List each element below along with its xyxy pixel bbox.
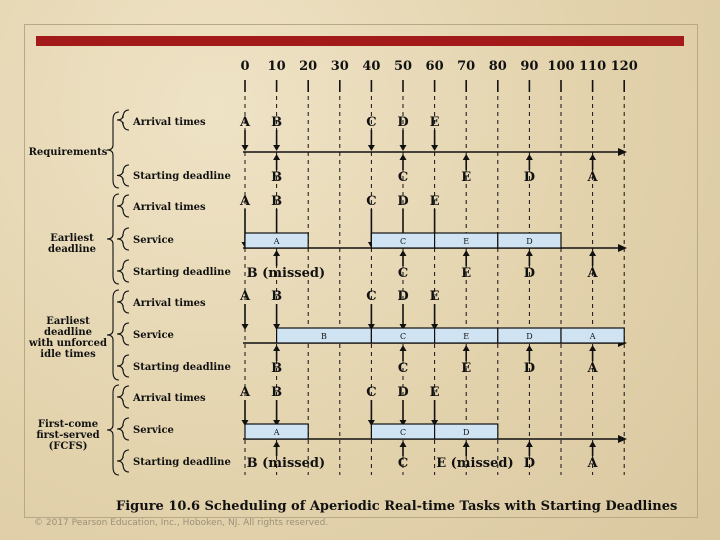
row-brace bbox=[117, 260, 129, 282]
deadline-label: C bbox=[397, 170, 409, 185]
arrival-label: C bbox=[366, 115, 377, 130]
deadline-arrow-head bbox=[526, 345, 533, 351]
time-tick-label: 120 bbox=[610, 59, 638, 74]
deadline-label: C bbox=[397, 456, 409, 471]
time-tick-label: 20 bbox=[299, 59, 318, 74]
time-tick-label: 110 bbox=[579, 59, 607, 74]
row-label: Starting deadline bbox=[133, 457, 231, 468]
arrival-label: E bbox=[429, 194, 440, 209]
service-box-label: A bbox=[273, 237, 280, 246]
row-label: Arrival times bbox=[133, 117, 206, 128]
arrival-label: C bbox=[366, 289, 377, 304]
deadline-label: D bbox=[523, 266, 536, 281]
row-brace bbox=[117, 418, 129, 440]
service-box-label: E bbox=[463, 237, 470, 246]
arrival-arrow-head bbox=[242, 145, 249, 151]
deadline-arrow-head bbox=[526, 250, 533, 256]
deadline-arrow-head bbox=[463, 250, 470, 256]
deadline-arrow-head bbox=[273, 441, 280, 447]
row-label: Arrival times bbox=[133, 202, 206, 213]
arrival-arrow-head bbox=[273, 145, 280, 151]
time-tick-label: 10 bbox=[267, 59, 286, 74]
arrival-label: E bbox=[429, 385, 440, 400]
deadline-arrow-head bbox=[526, 441, 533, 447]
deadline-label: B bbox=[271, 170, 283, 185]
row-brace bbox=[117, 165, 129, 186]
deadline-arrow-head bbox=[273, 250, 280, 256]
group-label-fcfs: first-served bbox=[36, 430, 100, 441]
time-tick-label: 100 bbox=[547, 59, 575, 74]
arrival-label: D bbox=[397, 385, 409, 400]
deadline-arrow-head bbox=[400, 441, 407, 447]
deadline-arrow-head bbox=[273, 345, 280, 351]
arrival-label: C bbox=[366, 194, 377, 209]
timeline-axis-arrow bbox=[618, 435, 627, 443]
time-tick-label: 40 bbox=[362, 59, 381, 74]
service-box-label: C bbox=[399, 332, 407, 341]
arrival-arrow-head bbox=[242, 324, 249, 330]
deadline-label: C bbox=[397, 361, 409, 376]
service-box-label: E bbox=[463, 332, 470, 341]
arrival-label: B bbox=[271, 385, 283, 400]
deadline-label: B (missed) bbox=[246, 456, 326, 471]
deadline-label: B bbox=[271, 361, 283, 376]
deadline-arrow-head bbox=[589, 441, 596, 447]
group-label-edf-unforced: with unforced bbox=[28, 338, 108, 349]
row-label: Arrival times bbox=[133, 393, 206, 404]
arrival-label: D bbox=[397, 194, 409, 209]
figure-caption: Figure 10.6 Scheduling of Aperiodic Real-time Tasks with Starting Deadlines bbox=[116, 499, 678, 514]
group-label-fcfs: First-come bbox=[37, 419, 99, 430]
arrival-label: B bbox=[271, 289, 283, 304]
deadline-arrow-head bbox=[463, 345, 470, 351]
group-label-edf: deadline bbox=[47, 244, 97, 255]
arrival-label: E bbox=[429, 115, 440, 130]
deadline-label: E bbox=[461, 266, 472, 281]
timeline-axis-arrow bbox=[618, 244, 627, 252]
deadline-arrow-head bbox=[589, 250, 596, 256]
deadline-label: D bbox=[523, 170, 536, 185]
deadline-arrow-head bbox=[526, 154, 533, 160]
service-box-label: A bbox=[273, 428, 280, 437]
arrival-label: A bbox=[239, 194, 251, 209]
arrival-label: D bbox=[397, 115, 409, 130]
service-box-label: D bbox=[526, 332, 533, 341]
group-brace bbox=[107, 112, 119, 188]
group-label-edf-unforced: deadline bbox=[43, 327, 93, 338]
row-label: Service bbox=[133, 425, 174, 436]
group-label-requirements: Requirements bbox=[28, 147, 108, 158]
deadline-arrow-head bbox=[400, 345, 407, 351]
deadline-arrow-head bbox=[589, 345, 596, 351]
arrival-label: B bbox=[271, 115, 283, 130]
deadline-label: D bbox=[523, 361, 536, 376]
deadline-arrow-head bbox=[400, 250, 407, 256]
deadline-label: B (missed) bbox=[246, 266, 326, 281]
row-brace bbox=[117, 355, 129, 377]
deadline-label: D bbox=[523, 456, 536, 471]
arrival-label: B bbox=[271, 194, 283, 209]
row-label: Service bbox=[133, 235, 174, 246]
arrival-arrow-head bbox=[400, 145, 407, 151]
deadline-label: E bbox=[461, 170, 472, 185]
service-box-label: C bbox=[399, 237, 407, 246]
arrival-label: A bbox=[239, 289, 251, 304]
row-brace bbox=[117, 291, 129, 313]
time-tick-label: 30 bbox=[330, 59, 349, 74]
arrival-label: E bbox=[429, 289, 440, 304]
row-brace bbox=[117, 386, 129, 408]
group-label-edf-unforced: Earliest bbox=[46, 316, 90, 327]
deadline-label: A bbox=[587, 456, 598, 471]
deadline-arrow-head bbox=[273, 154, 280, 160]
arrival-label: A bbox=[239, 115, 251, 130]
service-box-label: C bbox=[399, 428, 407, 437]
copyright-notice: © 2017 Pearson Education, Inc., Hoboken, NJ. All rights reserved. bbox=[34, 518, 329, 528]
row-brace bbox=[117, 110, 129, 130]
deadline-arrow-head bbox=[463, 154, 470, 160]
deadline-arrow-head bbox=[400, 154, 407, 160]
time-tick-label: 80 bbox=[488, 59, 507, 74]
group-label-fcfs: (FCFS) bbox=[48, 441, 88, 452]
row-brace bbox=[117, 450, 129, 472]
row-label: Service bbox=[133, 330, 174, 341]
row-label: Starting deadline bbox=[133, 362, 231, 373]
time-tick-label: 50 bbox=[393, 59, 413, 74]
arrival-arrow-head bbox=[368, 145, 375, 151]
row-label: Starting deadline bbox=[133, 267, 231, 278]
deadline-label: C bbox=[397, 266, 409, 281]
arrival-label: A bbox=[239, 385, 251, 400]
deadline-label: E (missed) bbox=[436, 456, 514, 471]
time-tick-label: 90 bbox=[520, 59, 539, 74]
row-label: Starting deadline bbox=[133, 171, 231, 182]
service-box-label: A bbox=[589, 332, 596, 341]
arrival-arrow-head bbox=[431, 145, 438, 151]
service-box-label: D bbox=[462, 428, 470, 437]
row-brace bbox=[117, 195, 129, 217]
group-label-edf: Earliest bbox=[50, 233, 94, 244]
deadline-arrow-head bbox=[589, 154, 596, 160]
deadline-label: A bbox=[587, 170, 598, 185]
time-tick-label: 60 bbox=[425, 59, 444, 74]
row-label: Arrival times bbox=[133, 298, 206, 309]
time-tick-label: 70 bbox=[457, 59, 476, 74]
deadline-label: A bbox=[587, 361, 598, 376]
time-tick-label: 0 bbox=[240, 59, 250, 74]
service-box-label: B bbox=[321, 332, 327, 341]
arrival-label: C bbox=[366, 385, 377, 400]
deadline-label: A bbox=[587, 266, 598, 281]
deadline-arrow-head bbox=[463, 441, 470, 447]
group-label-edf-unforced: idle times bbox=[40, 349, 96, 360]
row-brace bbox=[117, 323, 129, 345]
timeline-axis-arrow bbox=[618, 148, 627, 156]
deadline-label: E bbox=[461, 361, 472, 376]
service-box-label: D bbox=[526, 237, 533, 246]
arrival-label: D bbox=[397, 289, 409, 304]
row-brace bbox=[117, 228, 129, 250]
